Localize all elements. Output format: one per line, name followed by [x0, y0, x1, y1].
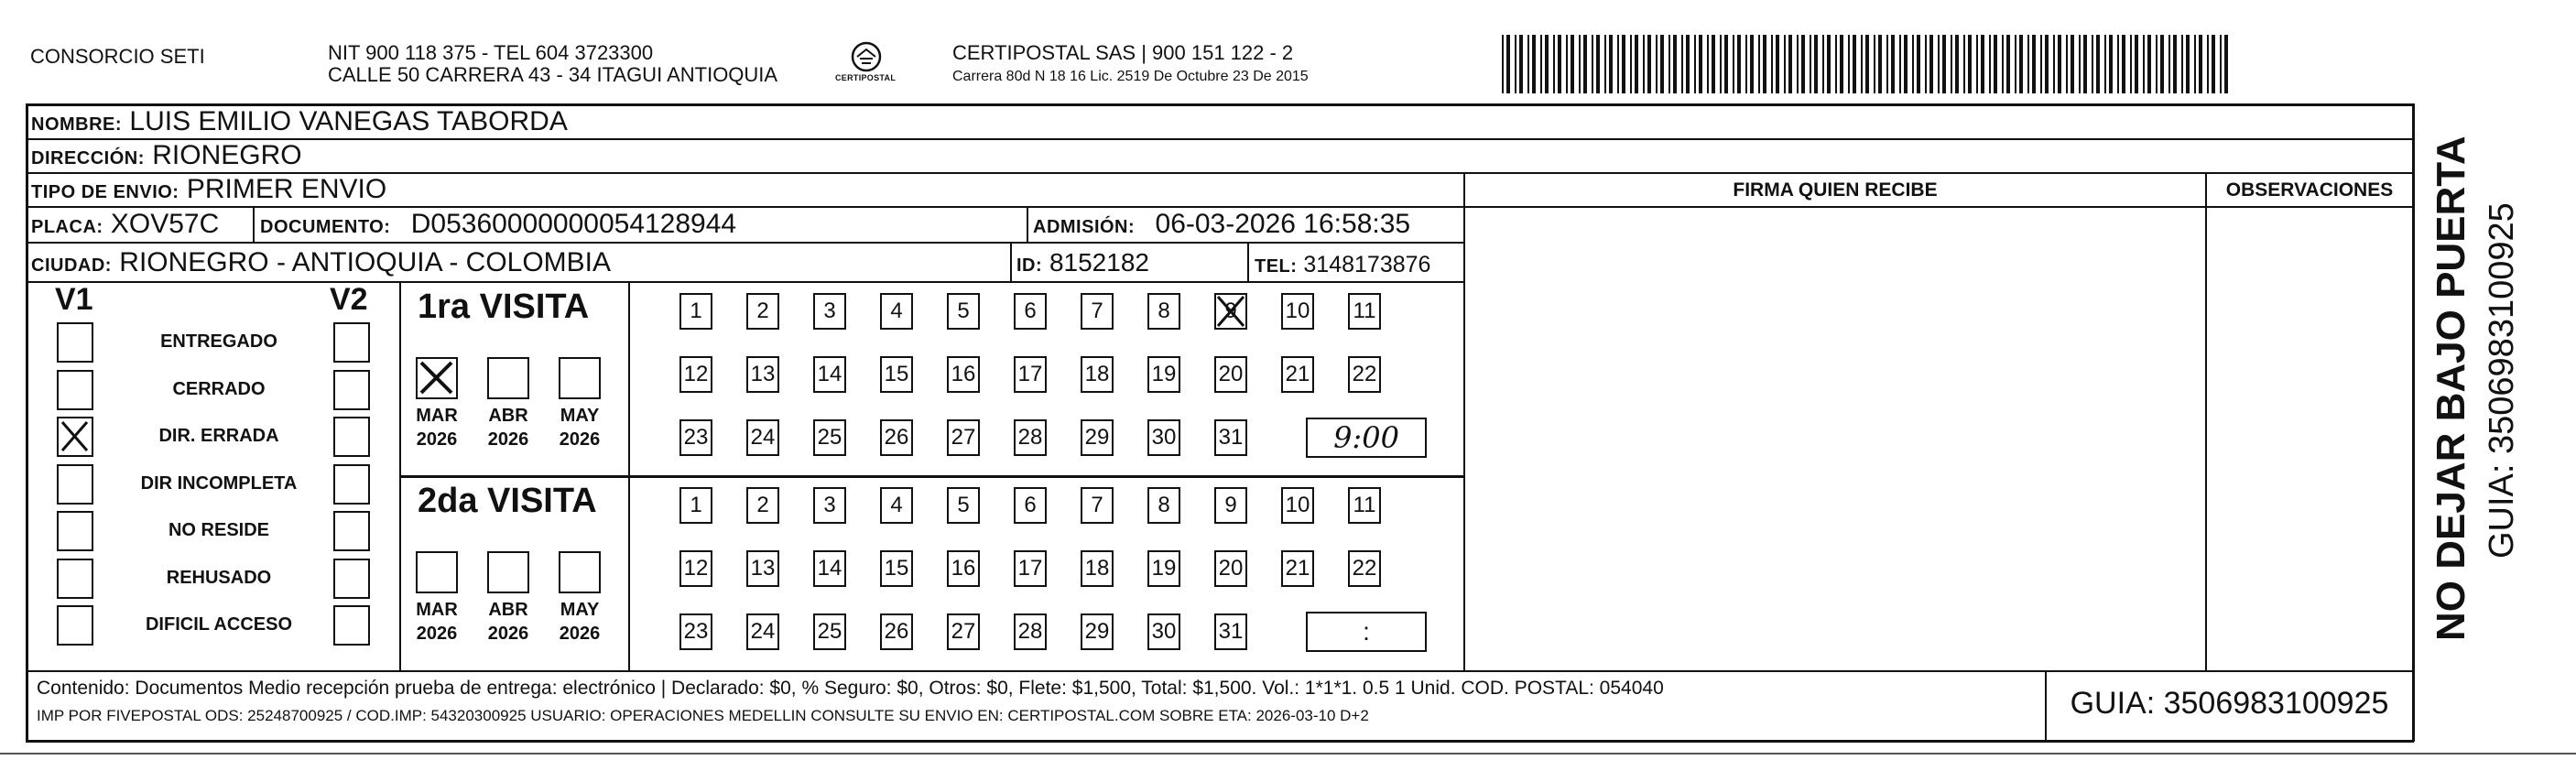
day-box[interactable]	[1147, 487, 1180, 524]
day-box[interactable]	[1281, 487, 1314, 524]
firma-header: FIRMA QUIEN RECIBE	[1733, 179, 1938, 201]
day-box[interactable]	[813, 356, 846, 393]
id-label: ID:	[1016, 255, 1043, 276]
v2-checkbox[interactable]	[333, 370, 370, 410]
direccion-label: DIRECCIÓN:	[31, 148, 145, 168]
day-number: 26	[884, 619, 909, 644]
v1-header: V1	[55, 282, 93, 317]
ciudad-row	[31, 247, 611, 281]
day-number: 14	[817, 556, 842, 581]
day-box[interactable]	[880, 293, 913, 330]
day-box[interactable]	[1147, 613, 1180, 650]
day-box[interactable]	[947, 419, 980, 456]
day-number: 4	[890, 299, 903, 323]
month-label: ABR	[488, 406, 528, 426]
documento-row	[260, 209, 736, 243]
day-number: 28	[1017, 619, 1043, 644]
form-border-bottom	[26, 740, 2414, 743]
nombre-label: NOMBRE:	[31, 114, 123, 135]
direccion-row	[31, 140, 302, 174]
form-border-right	[2412, 103, 2415, 742]
day-number: 6	[1024, 493, 1037, 517]
day-number: 25	[817, 619, 842, 644]
day-number: 7	[1091, 299, 1103, 323]
day-number: 9	[1224, 493, 1237, 517]
admision-value: 06-03-2026 16:58:35	[1155, 209, 1411, 239]
day-number: 17	[1017, 362, 1043, 386]
day-box[interactable]	[1281, 550, 1314, 587]
day-box[interactable]	[1014, 419, 1047, 456]
footer-print-info: IMP POR FIVEPOSTAL ODS: 25248700925 / COD.IMP: 54320300925 USUARIO: OPERACIONES MEDELLIN CONSULTE SU ENVIO EN: CERTIPOSTAL.COM SOBRE ETA: 2026-03-10 D+2	[37, 707, 1369, 724]
day-number: 21	[1285, 362, 1310, 386]
observaciones-header: OBSERVACIONES	[2225, 179, 2394, 201]
day-box[interactable]	[1214, 293, 1247, 330]
day-box[interactable]	[746, 293, 779, 330]
ciudad-label: CIUDAD:	[31, 255, 112, 276]
day-box[interactable]	[1214, 356, 1247, 393]
documento-label: DOCUMENTO:	[260, 217, 391, 237]
day-box[interactable]	[1014, 356, 1047, 393]
day-number: 5	[957, 493, 970, 517]
day-box[interactable]	[1081, 487, 1114, 524]
barcode	[1502, 35, 2234, 98]
day-number: 10	[1285, 299, 1310, 323]
day-number: 13	[750, 362, 776, 386]
day-box[interactable]	[880, 613, 913, 650]
day-box[interactable]	[947, 613, 980, 650]
form-border-left	[26, 103, 28, 742]
month-label: MAY	[560, 600, 600, 620]
v2-checkbox[interactable]	[333, 464, 370, 505]
nombre-row	[31, 106, 568, 140]
day-box[interactable]	[1214, 613, 1247, 650]
day-number: 19	[1151, 362, 1177, 386]
footer-guia: GUIA: 3506983100925	[2070, 686, 2389, 721]
day-number: 9	[1224, 299, 1237, 323]
day-number: 1	[690, 299, 702, 323]
day-box[interactable]	[1147, 550, 1180, 587]
day-box[interactable]	[947, 356, 980, 393]
day-number: 24	[750, 619, 776, 644]
day-number: 21	[1285, 556, 1310, 581]
nit-phone: NIT 900 118 375 - TEL 604 3723300	[328, 41, 654, 64]
day-number: 23	[683, 619, 709, 644]
year-label: 2026	[559, 429, 601, 450]
day-number: 20	[1218, 362, 1244, 386]
id-value: 8152182	[1049, 248, 1149, 277]
day-box[interactable]	[746, 419, 779, 456]
day-number: 20	[1218, 556, 1244, 581]
status-label: DIR INCOMPLETA	[140, 473, 298, 494]
v1-checkbox[interactable]	[57, 511, 93, 551]
placa-label: PLACA:	[31, 217, 103, 237]
day-box[interactable]	[880, 356, 913, 393]
day-number: 22	[1352, 362, 1377, 386]
day-number: 18	[1084, 556, 1110, 581]
day-box[interactable]	[679, 613, 712, 650]
month-checkbox[interactable]	[416, 357, 458, 399]
day-box[interactable]	[880, 419, 913, 456]
day-number: 30	[1151, 619, 1177, 644]
v2-checkbox[interactable]	[333, 417, 370, 457]
day-number: 11	[1353, 299, 1376, 323]
admision-row	[1033, 209, 1410, 243]
day-box[interactable]	[1014, 613, 1047, 650]
visit-title: 2da VISITA	[418, 482, 597, 520]
admision-label: ADMISIÓN:	[1033, 217, 1136, 237]
year-label: 2026	[487, 624, 529, 644]
logo-text: CERTIPOSTAL	[835, 73, 897, 82]
day-box[interactable]	[1214, 550, 1247, 587]
year-label: 2026	[416, 429, 458, 450]
id-row	[1016, 247, 1149, 281]
year-label: 2026	[416, 624, 458, 644]
day-box[interactable]	[1147, 356, 1180, 393]
day-box[interactable]	[880, 550, 913, 587]
day-box[interactable]	[880, 487, 913, 524]
day-number: 23	[683, 425, 709, 450]
day-box[interactable]	[1281, 356, 1314, 393]
day-box[interactable]	[947, 487, 980, 524]
day-number: 24	[750, 425, 776, 450]
day-number: 28	[1017, 425, 1043, 450]
tel-label: TEL:	[1255, 256, 1298, 277]
placa-row	[31, 209, 219, 243]
v1-checkbox[interactable]	[57, 322, 93, 363]
v2-checkbox[interactable]	[333, 559, 370, 599]
day-box[interactable]	[1348, 356, 1381, 393]
side-warning: NO DEJAR BAJO PUERTA	[2429, 136, 2473, 641]
day-number: 3	[823, 493, 836, 517]
day-number: 15	[884, 556, 909, 581]
day-number: 2	[756, 493, 769, 517]
day-number: 8	[1158, 299, 1170, 323]
v2-checkbox[interactable]	[333, 511, 370, 551]
day-box[interactable]	[813, 487, 846, 524]
day-box[interactable]	[1014, 293, 1047, 330]
day-box[interactable]	[1081, 613, 1114, 650]
company-name: CONSORCIO SETI	[30, 45, 205, 68]
documento-value: D05360000000054128944	[410, 209, 737, 239]
ciudad-value: RIONEGRO - ANTIOQUIA - COLOMBIA	[119, 247, 612, 277]
day-number: 26	[884, 425, 909, 450]
day-box[interactable]	[1081, 550, 1114, 587]
nombre-value: LUIS EMILIO VANEGAS TABORDA	[129, 106, 568, 136]
day-number: 12	[683, 556, 709, 581]
placa-value: XOV57C	[110, 209, 220, 239]
direccion-value: RIONEGRO	[152, 140, 302, 170]
tipo-envio-value: PRIMER ENVIO	[186, 174, 387, 204]
visit-time-box[interactable]	[1306, 612, 1427, 652]
day-box[interactable]	[1147, 419, 1180, 456]
day-box[interactable]	[679, 550, 712, 587]
visit-title: 1ra VISITA	[418, 288, 590, 326]
day-number: 30	[1151, 425, 1177, 450]
day-number: 2	[756, 299, 769, 323]
day-box[interactable]	[1147, 293, 1180, 330]
tel-row	[1255, 249, 1430, 282]
month-checkbox[interactable]	[559, 551, 601, 593]
v1-checkbox[interactable]	[57, 559, 93, 599]
day-number: 31	[1218, 619, 1244, 644]
footer-contents: Contenido: Documentos Medio recepción prueba de entrega: electrónico | Declarado: $0, % Seguro: $0, Otros: $0, Flete: $1,500, Total: $1,500. Vol.: 1*1*1. 0.5 1 Unid. COD. POSTAL: 054040	[37, 678, 1664, 699]
year-label: 2026	[487, 429, 529, 450]
status-label: ENTREGADO	[160, 331, 277, 352]
day-box[interactable]	[1348, 550, 1381, 587]
day-box[interactable]	[1081, 293, 1114, 330]
v2-checkbox[interactable]	[333, 322, 370, 363]
day-number: 6	[1024, 299, 1037, 323]
day-box[interactable]	[746, 487, 779, 524]
day-number: 16	[951, 362, 976, 386]
v2-header: V2	[330, 282, 368, 317]
v1-checkbox[interactable]	[57, 370, 93, 410]
day-number: 17	[1017, 556, 1043, 581]
day-number: 19	[1151, 556, 1177, 581]
visit-time: :	[1363, 617, 1370, 646]
month-checkbox[interactable]	[487, 357, 529, 399]
v2-checkbox[interactable]	[333, 605, 370, 646]
status-label: CERRADO	[172, 379, 266, 399]
status-label: DIFICIL ACCESO	[145, 614, 292, 635]
month-label: MAR	[416, 600, 458, 620]
day-number: 4	[890, 493, 903, 517]
day-number: 13	[750, 556, 776, 581]
day-number: 31	[1218, 425, 1244, 450]
day-box[interactable]	[947, 293, 980, 330]
day-box[interactable]	[679, 487, 712, 524]
day-number: 18	[1084, 362, 1110, 386]
day-number: 25	[817, 425, 842, 450]
day-box[interactable]	[1014, 550, 1047, 587]
tipo-envio-label: TIPO DE ENVIO:	[31, 182, 179, 202]
day-box[interactable]	[1014, 487, 1047, 524]
day-number: 12	[683, 362, 709, 386]
day-box[interactable]	[1281, 293, 1314, 330]
status-label: DIR. ERRADA	[158, 426, 279, 446]
day-box[interactable]	[947, 550, 980, 587]
day-number: 8	[1158, 493, 1170, 517]
certipostal-logo	[830, 38, 903, 90]
day-number: 22	[1352, 556, 1377, 581]
month-checkbox[interactable]	[559, 357, 601, 399]
month-label: MAR	[416, 406, 458, 426]
year-label: 2026	[559, 624, 601, 644]
status-label: NO RESIDE	[168, 520, 270, 540]
visit-time-box[interactable]	[1306, 418, 1427, 458]
v1-checkbox[interactable]	[57, 417, 93, 457]
side-guia: GUIA: 3506983100925	[2483, 202, 2521, 559]
day-box[interactable]	[813, 613, 846, 650]
day-number: 11	[1353, 493, 1376, 517]
day-box[interactable]	[746, 613, 779, 650]
day-number: 29	[1084, 619, 1110, 644]
day-number: 27	[951, 619, 976, 644]
day-number: 1	[690, 493, 702, 517]
carrier-license: Carrera 80d N 18 16 Lic. 2519 De Octubre 23 De 2015	[952, 69, 1309, 84]
visit-time: 9:00	[1333, 420, 1399, 455]
day-box[interactable]	[1081, 419, 1114, 456]
v1-checkbox[interactable]	[57, 605, 93, 646]
status-label: REHUSADO	[166, 568, 272, 588]
day-box[interactable]	[813, 293, 846, 330]
day-box[interactable]	[679, 356, 712, 393]
tel-value: 3148173876	[1303, 252, 1431, 277]
tipo-envio-row	[31, 174, 386, 208]
company-address: CALLE 50 CARRERA 43 - 34 ITAGUI ANTIOQUIA	[328, 63, 778, 86]
day-box[interactable]	[1214, 419, 1247, 456]
day-number: 29	[1084, 425, 1110, 450]
day-number: 10	[1285, 493, 1310, 517]
day-box[interactable]	[813, 419, 846, 456]
day-cross-mark	[1214, 293, 1247, 340]
day-box[interactable]	[746, 550, 779, 587]
carrier-name: CERTIPOSTAL SAS | 900 151 122 - 2	[952, 41, 1294, 64]
month-checkbox[interactable]	[487, 551, 529, 593]
month-checkbox[interactable]	[416, 551, 458, 593]
month-label: MAY	[560, 406, 600, 426]
day-number: 14	[817, 362, 842, 386]
day-number: 15	[884, 362, 909, 386]
day-box[interactable]	[1348, 293, 1381, 330]
day-box[interactable]	[813, 550, 846, 587]
month-label: ABR	[488, 600, 528, 620]
day-number: 5	[957, 299, 970, 323]
day-box[interactable]	[679, 293, 712, 330]
day-box[interactable]	[1081, 356, 1114, 393]
day-box[interactable]	[1214, 487, 1247, 524]
day-number: 16	[951, 556, 976, 581]
day-box[interactable]	[746, 356, 779, 393]
day-box[interactable]	[679, 419, 712, 456]
day-number: 3	[823, 299, 836, 323]
day-number: 27	[951, 425, 976, 450]
day-box[interactable]	[1348, 487, 1381, 524]
v1-checkbox[interactable]	[57, 464, 93, 505]
day-number: 7	[1091, 493, 1103, 517]
